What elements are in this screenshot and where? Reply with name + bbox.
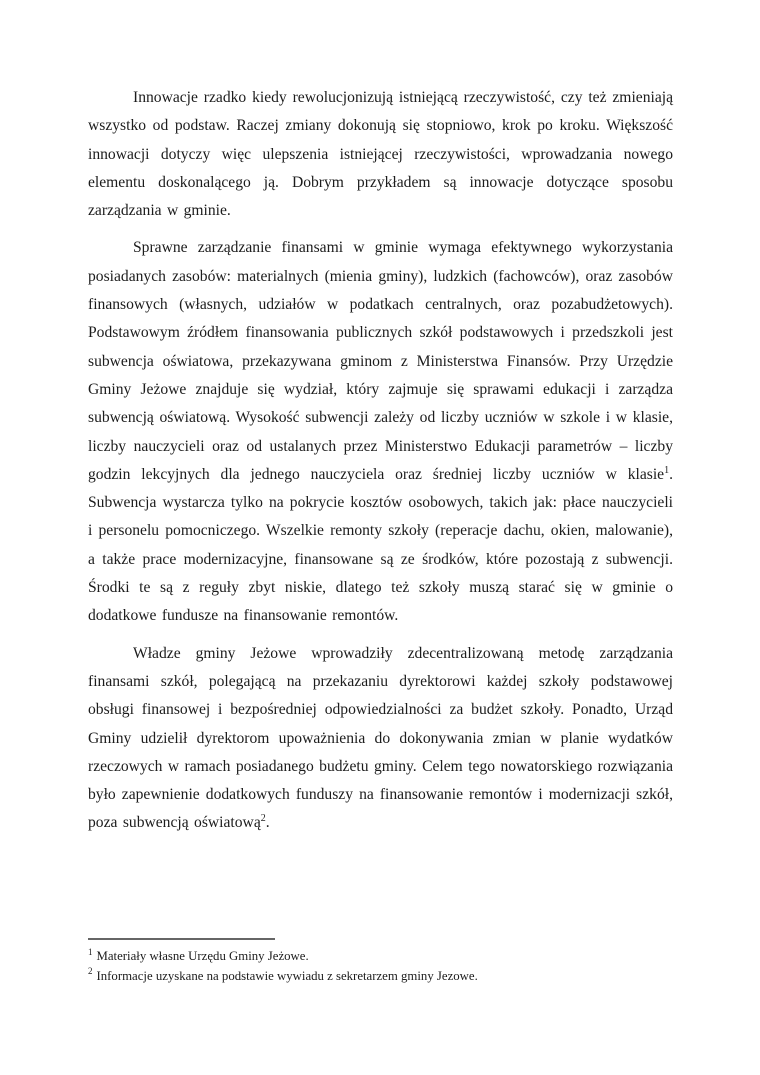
- footnote-separator: [88, 938, 275, 940]
- footnote-1: [88, 947, 673, 967]
- footnote-2-marker: 2: [88, 966, 93, 977]
- footnote-1-text: Materiały własne Urzędu Gminy Jeżowe.: [96, 949, 309, 963]
- paragraph-1-text: Innowacje rzadko kiedy rewolucjonizują istniejącą rzeczywistość, czy też zmieniają wszystko od podstaw. Raczej zmiany dokonują się stopniowo, krok po kroku. Większość innowacji dotyczy więc ulepszenia istniejącej rzeczywistości, wprowadzania nowego elementu doskonalącego ją. Dobrym przykładem są innowacje dotyczące sposobu zarządzania w gminie.: [88, 89, 673, 220]
- footnote-ref-1: 1: [664, 464, 670, 476]
- paragraph-2-text-after-ref: . Subwencja wystarcza tylko na pokrycie kosztów osobowych, takich jak: płace nauczycieli i personelu pomocniczego. Wszelkie remonty szkoły (reperacje dachu, okien, malowanie), a także prace modernizacyjne, finansowane są ze środków, które pozostają z subwencji. Środki te są z reguły zbyt niskie, dlatego też szkoły muszą starać się w gminie o dodatkowe fundusze na finansowanie remontów.: [88, 465, 673, 625]
- paragraph-3-text-after-ref: .: [265, 814, 270, 832]
- paragraph-3-text-before-ref: Władze gminy Jeżowe wprowadziły zdecentralizowaną metodę zarządzania finansami szkół, polegającą na przekazaniu dyrektorowi każdej szkoły podstawowej obsługi finansowej i bezpośredniej odpowiedzialności za budżet szkoły. Ponadto, Urząd Gminy udzielił dyrektorom upoważnienia do dokonywania zmian w planie wydatków rzeczowych w ramach posiadanego budżetu gminy. Celem tego nowatorskiego rozwiązania było zapewnienie dodatkowych funduszy na finansowanie remontów i modernizacji szkół, poza subwencją oświatową: [88, 644, 673, 832]
- footnote-1-marker: 1: [88, 946, 93, 957]
- document-body: [88, 84, 673, 847]
- paragraph-3: [88, 640, 673, 838]
- footnote-ref-2: 2: [260, 813, 266, 825]
- paragraph-2: [88, 234, 673, 630]
- footnote-2-text: Informacje uzyskane na podstawie wywiadu z sekretarzem gminy Jezowe.: [96, 968, 478, 983]
- footnotes-section: [88, 938, 673, 986]
- footnote-2: [88, 967, 673, 987]
- paragraph-2-text-before-ref: Sprawne zarządzanie finansami w gminie wymaga efektywnego wykorzystania posiadanych zasobów: materialnych (mienia gminy), ludzkich (fachowców), oraz zasobów finansowych (własnych, udziałów w podatkach centralnych, oraz pozabudżetowych). Podstawowym źródłem finansowania publicznych szkół podstawowych i przedszkoli jest subwencja oświatowa, przekazywana gminom z Ministerstwa Finansów. Przy Urzędzie Gminy Jeżowe znajduje się wydział, który zajmuje się sprawami edukacji i zarządza subwencją oświatową. Wysokość subwencji zależy od liczby uczniów w szkole i w klasie, liczby nauczycieli oraz od ustalanych przez Ministerstwo Edukacji parametrów – liczby godzin lekcyjnych dla jednego nauczyciela oraz średniej liczby uczniów w klasie: [88, 239, 673, 483]
- paragraph-1: [88, 84, 673, 225]
